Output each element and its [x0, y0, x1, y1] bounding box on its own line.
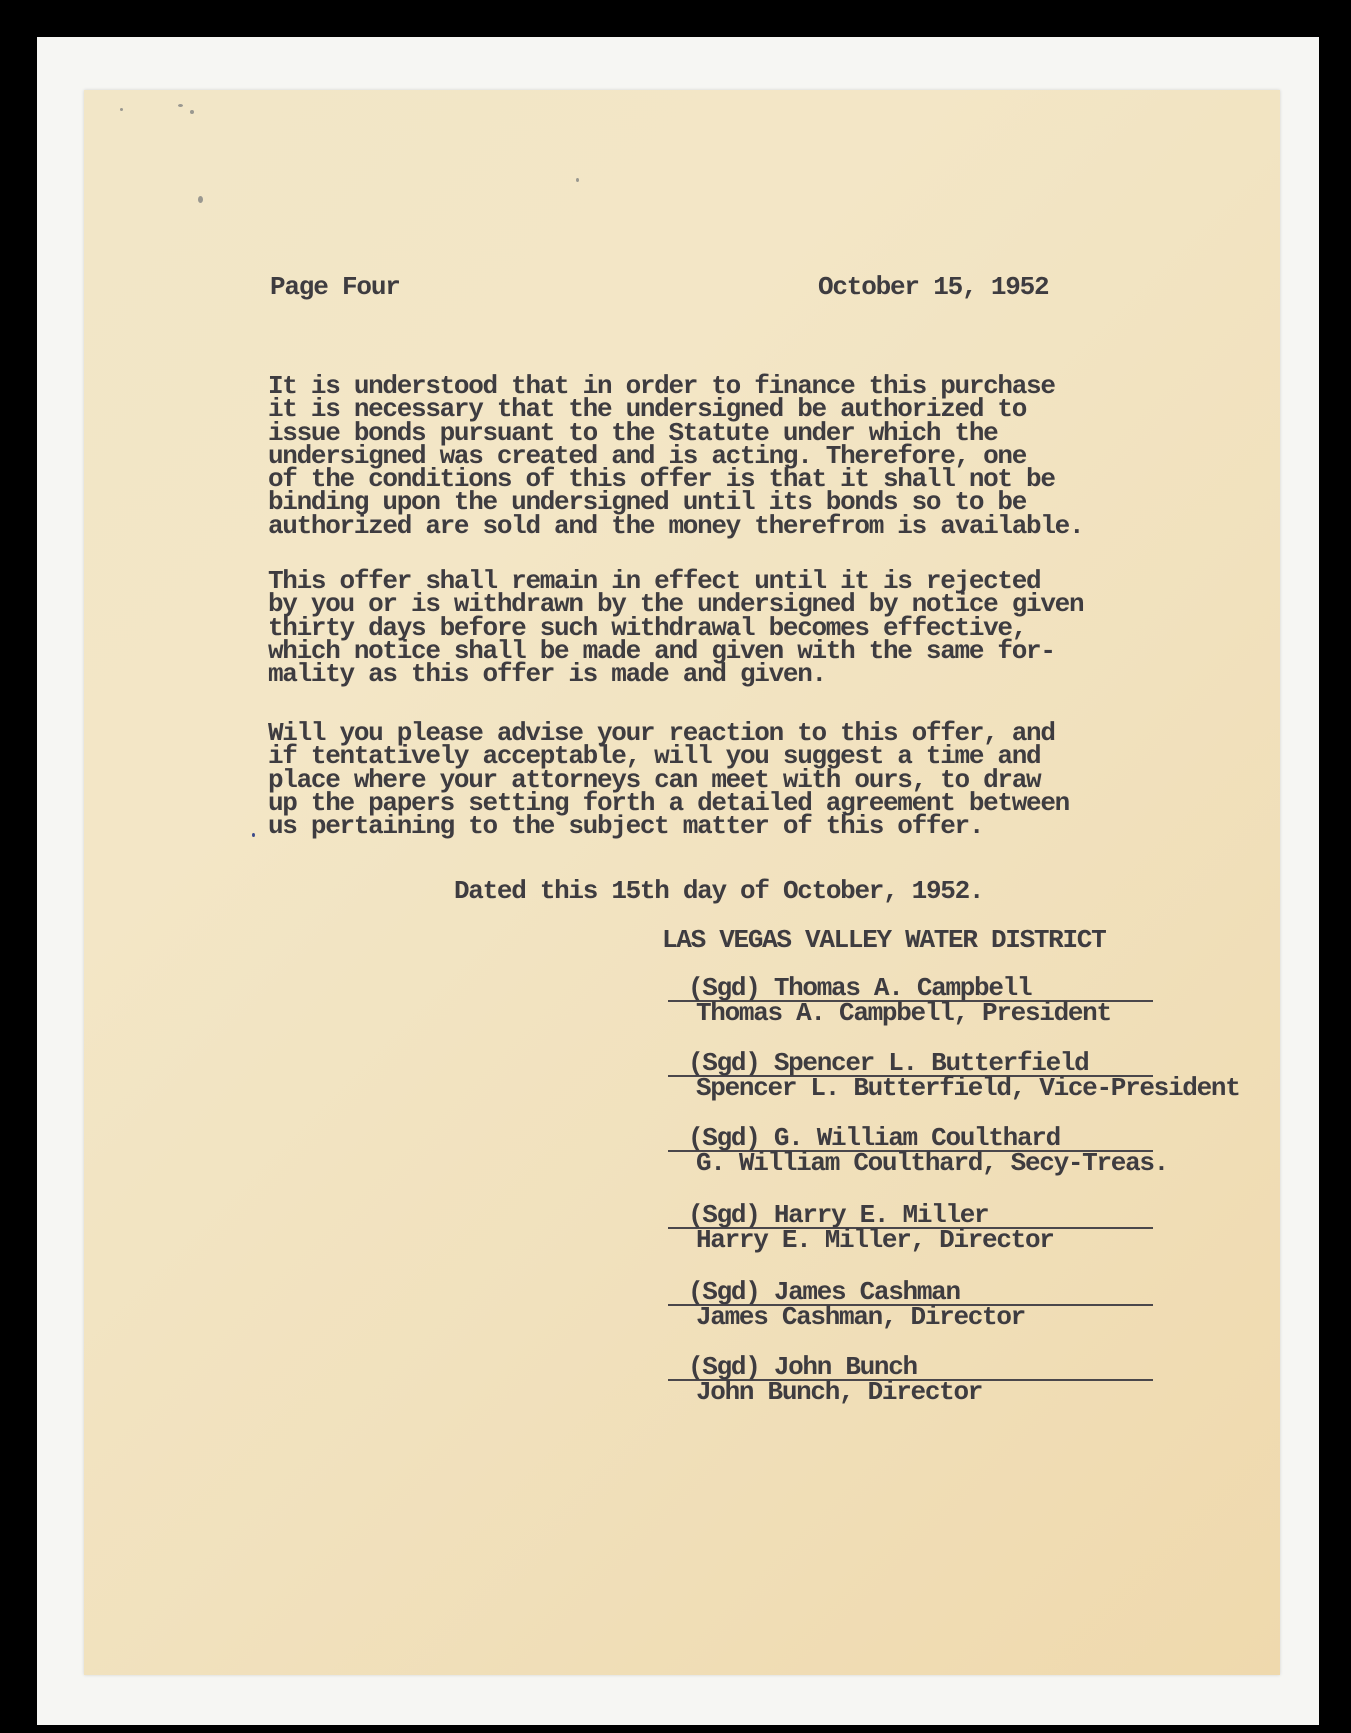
signature-block	[668, 973, 1138, 1028]
paper-speck	[178, 104, 183, 107]
signer-title: Spencer L. Butterfield, Vice-President	[696, 1073, 1240, 1103]
signature-block	[668, 1352, 1138, 1407]
organization-name: LAS VEGAS VALLEY WATER DISTRICT	[662, 925, 1106, 955]
paper-speck	[252, 833, 255, 837]
signature-block	[668, 1048, 1240, 1103]
signature-line: (Sgd) James Cashman	[668, 1280, 1153, 1306]
signature-block	[668, 1123, 1168, 1178]
signature-line: (Sgd) G. William Coulthard	[668, 1126, 1153, 1152]
paragraph-offer-terms: This offer shall remain in effect until it is rejected by you or is withdrawn by the undersigned by notice given thirty days before such withdrawal becomes effective, which notice shall be made and given with the same for- mality as this offer is made and given.	[268, 566, 1084, 690]
signature-block	[668, 1200, 1138, 1255]
signer-title: Harry E. Miller, Director	[696, 1225, 1054, 1255]
page-number: Page Four	[270, 272, 400, 302]
signature-line: (Sgd) John Bunch	[668, 1355, 1153, 1381]
signer-title: John Bunch, Director	[696, 1377, 983, 1407]
signature-line: (Sgd) Spencer L. Butterfield	[668, 1051, 1153, 1077]
letter-date: October 15, 1952	[818, 272, 1049, 302]
signature-line: (Sgd) Thomas A. Campbell	[668, 976, 1153, 1002]
signature-line: (Sgd) Harry E. Miller	[668, 1203, 1153, 1229]
signer-title: G. William Coulthard, Secy-Treas.	[696, 1148, 1168, 1178]
paper-speck	[120, 108, 123, 111]
paper-speck	[190, 110, 194, 114]
signer-title: James Cashman, Director	[696, 1302, 1025, 1332]
dated-line: Dated this 15th day of October, 1952.	[454, 876, 984, 906]
paper-speck	[198, 196, 203, 203]
signer-title: Thomas A. Campbell, President	[696, 998, 1111, 1028]
signature-block	[668, 1277, 1138, 1332]
paper-speck	[576, 178, 579, 182]
paragraph-financing: It is understood that in order to finance this purchase it is necessary that the undersigned be authorized to issue bonds pursuant to the Statute under which the undersigned was created and is acting. Therefore, one of the conditions of this offer is that it shall not be binding upon the undersigned until its bonds so to be authorized are sold and the money therefrom is available.	[268, 371, 1084, 541]
paragraph-request: Will you please advise your reaction to this offer, and if tentatively acceptable, will you suggest a time and place where your attorneys can meet with ours, to draw up the papers setting forth a detailed agreement between us pertaining to the subject matter of this offer.	[268, 718, 1069, 842]
